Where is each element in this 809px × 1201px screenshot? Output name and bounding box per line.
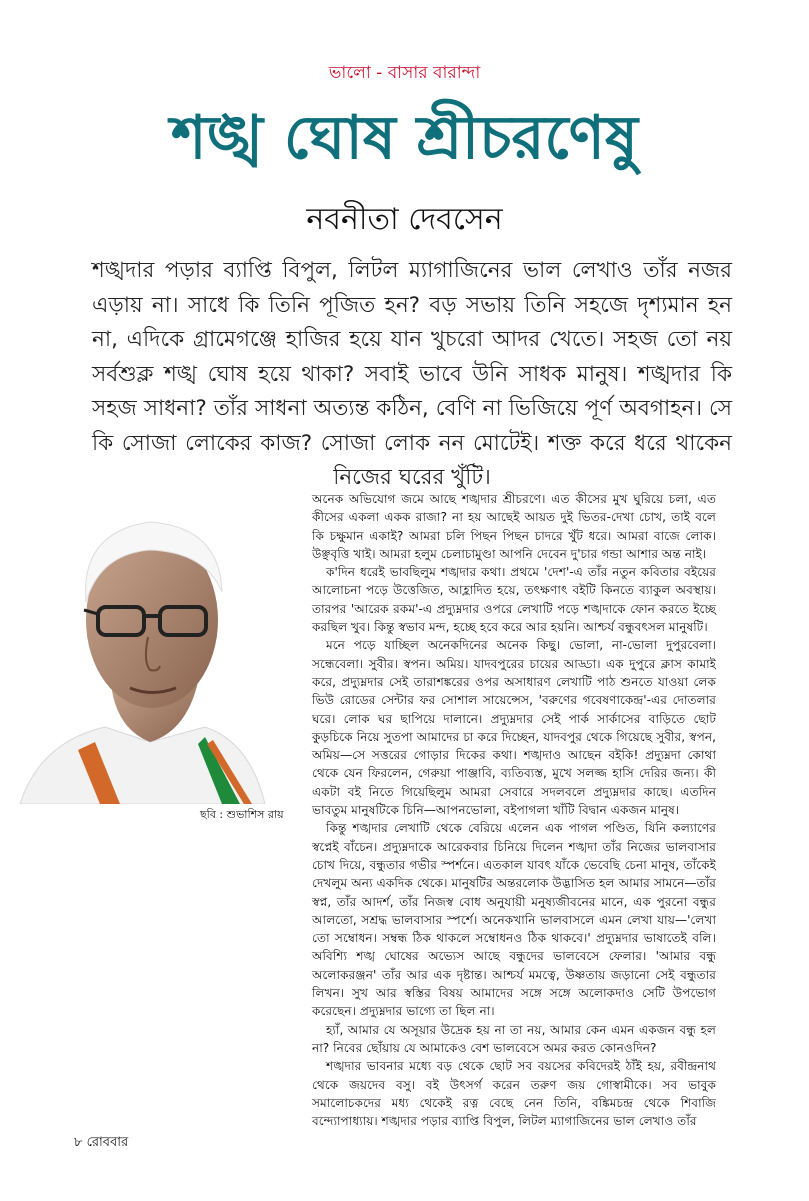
body-paragraph: মনে পড়ে যাচ্ছিল অনেকদিনের অনেক কিছু। ভোলা, না-ভোলা দুপুরবেলা। সন্ধেবেলা। সুবীর। স্বপন। অমিয়। যাদবপুরের চায়ের আড্ডা। এক দুপুরে ক্লাস কামাই করে, প্রদ্যুম্নদার সেই তারাশঙ্করের ওপর অসাধারণ লেখাটি পাঠ শুনতে যাওয়া লেক ভিউ রোডের সেন্টার ফর সোশাল সায়েন্সেস, 'বরুণের গবেষণাকেন্দ্র'-এর দোতলার ঘরে। লোক ঘর ছাপিয়ে দালানে। প্রদ্যুম্নদার সেই পার্ক সার্কাসের বাড়িতে ছোট কুড়চিকে নিয়ে সুতপা আমাদের চা করে দিচ্ছেন, যাদবপুর থেকে গিয়েছে সুবীর, স্বপন, অমিয়—সে সত্তরের গোড়ার দিকের কথা। শঙ্খদাও আছেন বইকি! প্রদ্যুম্নদা কোথা থেকে যেন ফিরলেন, গেরুয়া পাঞ্জাবি, ব্যতিব্যস্ত, মুখে সলজ্জ হাসি দেরির জন্য। কী একটা বই নিতে গিয়েছিলুম আমরা সেবারে সদলবলে প্রদ্যুম্নদার কাছে। এতদিন ভাবতুম মানুষটিকে চিনি—আপনভোলা, বইপাগলা খাঁটি বিদ্বান একজন মানুষ। xyxy=(312,638,716,818)
body-paragraph: ক'দিন ধরেই ভাবছিলুম শঙ্খদার কথা। প্রথমে 'দেশ'-এ তাঁর নতুন কবিতার বইয়ের আলোচনা পড়ে উত্তেজিত, আহ্লাদিত হয়ে, তৎক্ষণাৎ বইটি কিনতে ব্যাকুল অবস্থায়। তারপর 'আরেক রকম'-এ প্রদ্যুম্নদার ওপরে লেখাটি পড়ে শঙ্খদাকে ফোন করতে ইচ্ছে করছিল খুব। কিন্তু স্বভাব মন্দ, হচ্ছে হবে করে আর হয়নি। আশ্চর্য বন্ধুবৎসল মানুষটি। xyxy=(312,565,716,635)
body-paragraph: কিন্তু শঙ্খদার লেখাটি থেকে বেরিয়ে এলেন এক পাগল পণ্ডিত, যিনি কল্যাণের স্বপ্নেই বাঁচেন। প্রদ্যুম্নদাকে আরেকবার চিনিয়ে দিলেন শঙ্খদা তাঁর নিজের ভালবাসার চোখ দিয়ে, বন্ধুতার গভীর স্পর্শনে। এতকাল যাবৎ যাঁকে ভেবেছি চেনা মানুষ, তাঁকেই দেখলুম অন্য একদিক থেকে। মানুষটির অন্তরলোক উদ্ভাসিত হল আমার সামনে—তাঁর স্বপ্ন, তাঁর আদর্শ, তাঁর নিজস্ব বোধ অনুযায়ী মনুষ্যজীবনের মানে, এক পুরনো বন্ধুর আলতো, সশ্রদ্ধ ভালবাসার স্পর্শে। অনেকখানি ভালবাসলে এমন লেখা যায়—'লেখা তো সম্বোধন। সম্বন্ধ ঠিক থাকলে সম্বোধনও ঠিক থাকবে।' প্রদ্যুম্নদার ভাষাতেই বলি। অবিশ্যি শঙ্খ ঘোষের অভ্যেস আছে বন্ধুদের ভালবেসে ফেলার। 'আমার বন্ধু অলোকরঞ্জন' তাঁর আর এক দৃষ্টান্ত। আশ্চর্য মমত্বে, উষ্ণতায় জড়ানো সেই বন্ধুতার লিখন। সুখ আর স্বস্তির বিষয় আমাদের সঙ্গে সঙ্গে অলোকদাও সেটি উপভোগ করেছেন। প্রদ্যুম্নদার ভাগ্যে তা ছিল না। xyxy=(312,821,716,1019)
body-paragraph: অনেক অভিযোগ জমে আছে শঙ্খদার শ্রীচরণে। এত কীসের মুখ ঘুরিয়ে চলা, এত কীসের একলা একক রাজা? না হয় আছেই আয়ত দুই ভিতর-দেখা চোখ, তাই বলে কি চক্ষুমান একাই? আমরা চলি পিছন পিছন চাদরে খুঁট ধরে। আমরা বাজে লোক। উঞ্ছবৃত্তি খাই। আমরা হলুম চেলাচামুণ্ডা আপনি দেবেন দু'চার গন্ডা আশার অন্ত নাই। xyxy=(312,492,716,561)
photo-caption: ছবি : শুভাশিস রায় xyxy=(200,808,284,821)
page-folio: ৮ রোববার xyxy=(74,1135,129,1150)
body-paragraph: শঙ্খদার ভাবনার মধ্যে বড় থেকে ছোট সব বয়সের কবিদেরই ঠাঁই হয়, রবীন্দ্রনাথ থেকে জয়দেব বসু। বই উৎসর্গ করেন তরুণ জয় গোস্বামীকে। সব ভাবুক সমালোচকদের মধ্য থেকেই রত্ন বেছে নেন তিনি, বঙ্কিমচন্দ্র থেকে শিবাজি বন্দ্যোপাধ্যায়। শঙ্খদার পড়ার ব্যাপ্তি বিপুল, লিটল ম্যাগাজিনের ভাল লেখাও তাঁর xyxy=(312,1059,716,1129)
body-paragraph: হ্যাঁ, আমার যে অসূয়ার উদ্রেক হয় না তা নয়, আমার কেন এমন একজন বন্ধু হল না? নিবের ছোঁয়ায় যে আমাকেও বেশ ভালবেসে অমর করত কোনওদিন? xyxy=(312,1022,716,1055)
section-kicker: ভালো - বাসার বারান্দা xyxy=(328,63,481,83)
author-byline: নবনীতা দেবসেন xyxy=(306,202,503,237)
article-body xyxy=(312,490,716,1130)
author-portrait-photo xyxy=(0,492,293,804)
article-title: শঙ্খ ঘোষ শ্রীচরণেষু xyxy=(171,103,638,173)
intro-standfirst: শঙ্খদার পড়ার ব্যাপ্তি বিপুল, লিটল ম্যাগাজিনের ভাল লেখাও তাঁর নজর এড়ায় না। সাধে কি তিনি পূজিত হন? বড় সভায় তিনি সহজে দৃশ্যমান হন না, এদিকে গ্রামেগঞ্জে হাজির হয়ে যান খুচরো আদর খেতে। সহজ তো নয় সর্বশুক্ল শঙ্খ ঘোষ হয়ে থাকা? সবাই ভাবে উনি সাধক মানুষ। শঙ্খদার কি সহজ সাধনা? তাঁর সাধনা অত্যন্ত কঠিন, বেণি না ভিজিয়ে পূর্ণ অবগাহন। সে কি সোজা লোকের কাজ? সোজা লোক নন মোটেই। শক্ত করে ধরে থাকেন নিজের ঘরের খুঁটি। xyxy=(92,258,732,490)
portrait-illustration xyxy=(0,492,293,804)
